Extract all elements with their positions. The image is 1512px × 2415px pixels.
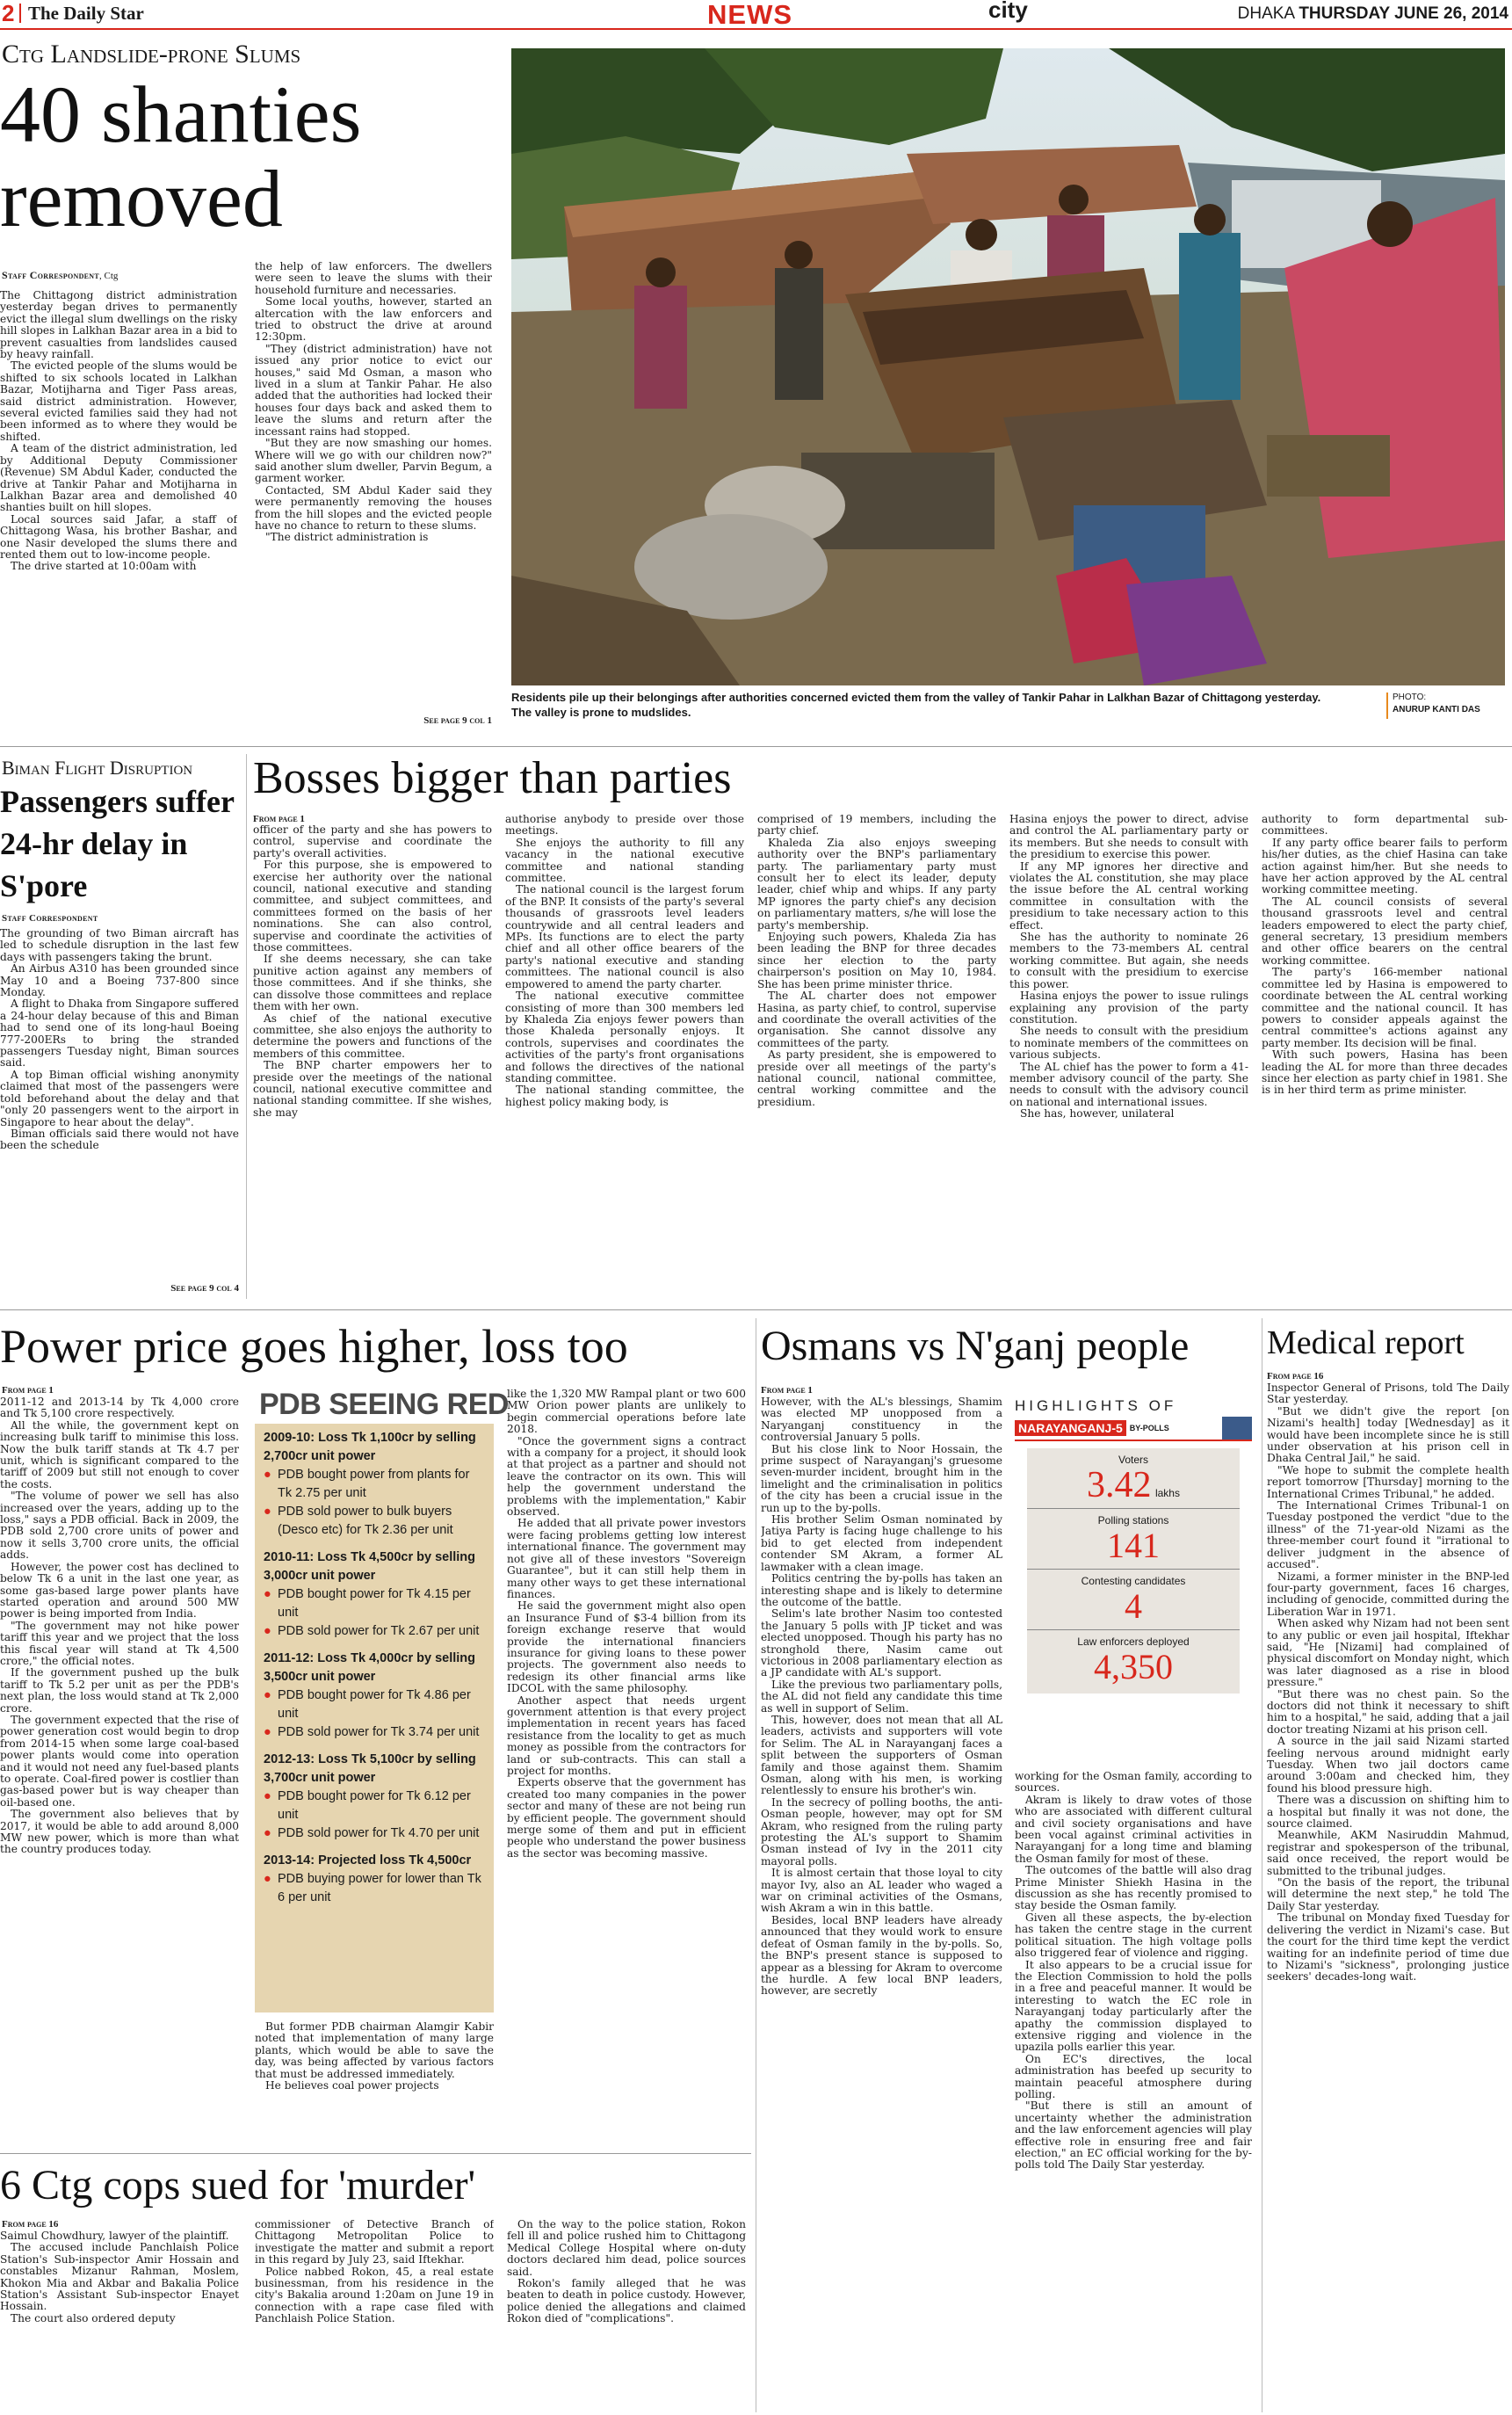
bullet-icon: ● bbox=[264, 1468, 271, 1482]
infobox-item-text: PDB sold power for Tk 4.70 per unit bbox=[278, 1826, 480, 1840]
stat-number: 4 bbox=[1125, 1586, 1142, 1626]
paragraph: The evicted people of the slums would be shifted to six schools located in Lalkhan Bazar, Motijharna and Tiger Pass areas, said district administration. However, several evicted families said they had not been informed as to where they would be shifted. bbox=[0, 359, 237, 443]
paragraph: officer of the party and she has powers to control, supervise and coordinate the party's overall activities. bbox=[253, 824, 492, 859]
story4-col2-tail bbox=[255, 2021, 494, 2144]
masthead bbox=[0, 0, 1512, 30]
paragraph: The government expected that the rise of power generation cost would begin to drop from 2014-15 when some large coal-based power plants would come into operation and it would not need any fuel-based plants to operate. Coal-fired power is costlier than gas-based power but is way cheaper than oil-based one. bbox=[0, 1713, 239, 1809]
story2-continued[interactable]: See page 9 col 4 bbox=[170, 1283, 239, 1294]
paragraph: authority to form departmental sub-committees. bbox=[1262, 814, 1508, 838]
story4-from: From page 1 bbox=[2, 1385, 54, 1396]
infobox-year-head: 2011-12: Loss Tk 4,000cr by selling 3,500cr unit power bbox=[264, 1651, 475, 1684]
story3-col3 bbox=[757, 814, 996, 1299]
stat-number: 3.42 bbox=[1087, 1465, 1152, 1505]
paragraph: As party president, she is empowered to preside over all meetings of the party's national council, national committee, central working committee and the presidium. bbox=[757, 1048, 996, 1108]
photo-credit-bar bbox=[1386, 693, 1388, 719]
pdb-infobox bbox=[255, 1424, 494, 2012]
paragraph: He said the government might also open an Insurance Fund of $3-4 billion from its foreign exchange reserve that would provide the international financiers insurance for giving loans to these power projects. The government also needs to redesign its other financial arms like IDCOL with the same philosophy. bbox=[507, 1599, 746, 1695]
story6-col1 bbox=[761, 1396, 1002, 2411]
paragraph: authorise anybody to preside over those meetings. bbox=[505, 814, 744, 838]
paragraph: "But they are now smashing our homes. Where will we go with our children now?" said another slum dweller, Parvin Begum, a garment worker. bbox=[255, 437, 492, 485]
paragraph: As chief of the national executive committee, she also enjoys the authority to determine the powers and functions of the members of this committee. bbox=[253, 1012, 492, 1060]
story1-kicker: Ctg Landslide-prone Slums bbox=[2, 40, 301, 69]
paragraph: "They (district administration) have not issued any prior notice to evict our houses," said Md Osman, a mason who lived in a slum at Tankir Pahar. He also added that the authorities had locked their houses four days back and asked them to leave the slums and return after the incessant rains had stopped. bbox=[255, 342, 492, 438]
bullet-icon: ● bbox=[264, 1872, 271, 1886]
paragraph: Saimul Chowdhury, lawyer of the plaintiff. bbox=[0, 2230, 229, 2242]
paragraph: The AL council consists of several thousand grassroots level and central leaders empowered to elect the party chief, general secretary, 13 presidium members and other office bearers on the central working committee. bbox=[1262, 895, 1508, 967]
story2-kicker: Biman Flight Disruption bbox=[2, 757, 193, 779]
bullet-icon: ● bbox=[264, 1624, 271, 1638]
bullet-icon: ● bbox=[264, 1826, 271, 1840]
story1-byline-place: , Ctg bbox=[99, 271, 119, 281]
paragraph: Another aspect that needs urgent government attention is that every project implementation in recent years has faced resistance from the locality to get as much money as possible from the contractors for land or sub-contracts. This can stall a project for months. bbox=[507, 1693, 746, 1777]
paragraph: The tribunal on Monday fixed Tuesday for delivering the verdict in Nizami's case. But the court for the third time kept the verdict waiting for an indefinite period of time due to Nizami's "sickness", prolonging justice seekers' decades-long wait. bbox=[1267, 1911, 1509, 1983]
stat-number: 141 bbox=[1107, 1526, 1160, 1565]
paragraph: When asked why Nizam had not been sent to any public or even jail hospital, Iftekhar said, "He [Nizami] had complained of physical discomfort on Monday night, which was later diagnosed as a rise in blood pressure." bbox=[1267, 1617, 1509, 1689]
story5-headline: 6 Ctg cops sued for 'murder' bbox=[0, 2162, 476, 2208]
divider bbox=[0, 1309, 1512, 1310]
ballot-box-icon bbox=[1222, 1417, 1252, 1440]
paragraph: "The district administration is bbox=[265, 531, 429, 544]
pdb-infobox-title: PDB SEEING RED bbox=[259, 1388, 509, 1421]
infobox-year bbox=[264, 1548, 485, 1641]
infobox-item bbox=[264, 1503, 485, 1540]
infobox-year bbox=[264, 1650, 485, 1742]
highlights-box bbox=[1015, 1397, 1252, 1766]
story6-from: From page 1 bbox=[761, 1385, 813, 1396]
story2-body bbox=[0, 928, 239, 1280]
paragraph: The BNP charter empowers her to preside over the meetings of the national council, national executive committee and national standing committee. If she wishes, she may bbox=[253, 1059, 492, 1119]
infobox-year bbox=[264, 1429, 485, 1540]
story3-col1 bbox=[253, 824, 492, 1299]
infobox-item-text: PDB sold power for Tk 3.74 per unit bbox=[278, 1725, 480, 1739]
infobox-year-head: 2012-13: Loss Tk 5,100cr by selling 3,700cr unit power bbox=[264, 1752, 476, 1785]
page-number: 2 bbox=[2, 0, 15, 26]
paragraph: Enjoying such powers, Khaleda Zia has been leading the BNP for three decades since her election to the party chairperson's position on May 10, 1984. She has been prime minister thrice. bbox=[757, 931, 996, 990]
paragraph: On EC's directives, the local administration has beefed up security to maintain peaceful atmosphere during polling. bbox=[1015, 2052, 1252, 2100]
paragraph: Akram is likely to draw votes of those who are associated with different cultural and civil society organisations and have been vocal against criminal activities in Narayanganj for a long time and blaming the Osman family for most of these. bbox=[1015, 1793, 1252, 1865]
bullet-icon: ● bbox=[264, 1505, 271, 1519]
column-divider bbox=[246, 754, 247, 1299]
paragraph: She needs to consult with the presidium to nominate members of the committees on various subjects. bbox=[1009, 1025, 1248, 1062]
paragraph: Rokon's family alleged that he was beaten to death in police custody. However, police denied the allegations and claimed Rokon died of "complications". bbox=[507, 2277, 746, 2325]
story7-headline: Medical report bbox=[1267, 1324, 1465, 1361]
paragraph: Local sources said Jafar, a staff of Chittagong Wasa, his brother Bashar, and one Nasir developed the slums there and rented them out to low-income people. bbox=[0, 512, 237, 561]
story6-headline: Osmans vs N'ganj people bbox=[761, 1323, 1190, 1369]
paragraph: Hasina enjoys the power to direct, advise and control the AL parliamentary party or its members. But she needs to consult with the presidium to exercise this power. bbox=[1009, 814, 1248, 861]
stat-label: Voters bbox=[1118, 1454, 1149, 1466]
paragraph: She has the authority to nominate 26 members to the 73-members AL central working committee. But again, she needs to consult with the presidium to exercise this power. bbox=[1009, 931, 1248, 990]
paragraph: A source in the jail said Nizami started feeling nervous around midnight early Tuesday. When two jail doctors came around 3:00am and checked him, they found his blood pressure high. bbox=[1267, 1735, 1509, 1795]
story3-col2 bbox=[505, 814, 744, 1299]
paragraph: The Chittagong district administration yesterday began drives to permanently evict the illegal slum dwellings on the risky hill slopes in Lalkhan Bazar area in a bid to prevent casualties from landslides caused by heavy rainfall. bbox=[0, 290, 237, 361]
bullet-icon: ● bbox=[264, 1688, 271, 1702]
paragraph: It is almost certain that those loyal to city mayor Ivy, also an AL leader who waged a war on criminal activities of the Osmans, wish Akram a win in this battle. bbox=[761, 1867, 1002, 1915]
paragraph: A flight to Dhaka from Singapore suffered a 24-hour delay because of this and Biman had to send one of its long-haul Boeing 777-200ERs to bring the stranded passengers Tuesday night, Biman sources said. bbox=[0, 997, 239, 1070]
paragraph: There was a discussion on shifting him to a hospital but finally it was not done, the source claimed. bbox=[1267, 1794, 1509, 1831]
paragraph: The drive started at 10:00am with bbox=[11, 560, 197, 573]
paragraph: His brother Selim Osman nominated by Jatiya Party is facing huge challenge to his bid to get elected from independent contender SM Akram, a former AL lawmaker with a clean image. bbox=[761, 1513, 1002, 1573]
story7-from: From page 16 bbox=[1267, 1371, 1324, 1382]
paragraph: Selim's late brother Nasim too contested the January 5 polls with JP ticket and was elected unopposed. Though his party has no stronghold there, Nasim came out victorious in 2008 parliamentary election as a JP candidate with AL's support. bbox=[761, 1607, 1002, 1679]
paragraph: If the government pushed up the bulk tariff to Tk 5.2 per unit as per the PDB's next plan, the loss would stand at Tk 2,000 crore. bbox=[0, 1666, 239, 1715]
stat-value bbox=[1027, 1648, 1240, 1693]
paragraph: The government also believes that by 2017, it would be able to add around 8,000 MW new power, which is more than what the country produces today. bbox=[0, 1808, 239, 1856]
infobox-year bbox=[264, 1751, 485, 1843]
paragraph: For this purpose, she is empowered to exercise her authority over the national council, national executive and standing committee, and subject committees, and committees formed on the basis of her nominations. She can also control, supervise and coordinate the activities of those committees. bbox=[253, 859, 492, 954]
infobox-item bbox=[264, 1622, 485, 1641]
paragraph: Inspector General of Prisons, told The Daily Star yesterday. bbox=[1267, 1382, 1509, 1406]
paragraph: The party's 166-member national committee led by Hasina is empowered to coordinate between the AL central working committee and the national council. It has powers to consider appeals against the central committee's actions against any party member. Its decision will be final. bbox=[1262, 966, 1508, 1049]
paragraph: The grounding of two Biman aircraft has led to schedule disruption in the last few days with passengers taking the brunt. bbox=[0, 928, 239, 963]
story1-continued[interactable]: See page 9 col 1 bbox=[423, 715, 492, 726]
infobox-item bbox=[264, 1723, 485, 1742]
paragraph: It also appears to be a crucial issue for the Election Commission to hold the polls in a free and peaceful manner. It would be interesting to watch the EC role in Narayanganj today particularly after the apathy the commission displayed to extensive rigging and violence in the upazila polls earlier this year. bbox=[1015, 1958, 1252, 2054]
paragraph: She has, however, unilateral bbox=[1020, 1107, 1175, 1120]
stat-label: Law enforcers deployed bbox=[1077, 1635, 1190, 1648]
infobox-year-head: 2010-11: Loss Tk 4,500cr by selling 3,000cr unit power bbox=[264, 1550, 475, 1583]
paragraph: But his close link to Noor Hossain, the prime suspect of Narayanganj's gruesome seven-murder incident, brought him in the limelight and the criminalisation in politics of the city has been a crucial issue in the run up to the by-polls. bbox=[761, 1442, 1002, 1514]
story5-col2 bbox=[255, 2219, 494, 2411]
paragraph: Khaleda Zia also enjoys sweeping authority over the BNP's parliamentary party. The parliamentary party must consult her to elect its leader, deputy leader, chief whip and whips. If any party MP ignores the party chief's any decision on parliamentary matters, s/he will lose the party's membership. bbox=[757, 836, 996, 932]
paragraph: The accused include Panchlaish Police Station's Sub-inspector Amir Hossain and constables Mizanur Rahman, Moslem, Khokon Mia and Akbar and Bakalia Police Station's Assistant Sub-inspector Enayet Hossain. bbox=[0, 2241, 239, 2313]
infobox-year-head: 2013-14: Projected loss Tk 4,500cr bbox=[264, 1853, 472, 1867]
story2-headline: Passengers suffer 24-hr delay in S'pore bbox=[0, 784, 235, 903]
story1-photo bbox=[511, 48, 1505, 685]
divider bbox=[0, 746, 1512, 747]
paragraph: Some local youths, however, started an altercation with the law enforcers and tried to obstruct the drive at around 12:30pm. bbox=[255, 295, 492, 344]
paragraph: However, the power cost has declined to below Tk 6 a unit in the last one year, as some gas-based large power plants have started operation and around 500 MW power is being imported from India. bbox=[0, 1560, 239, 1621]
paragraph: However, with the AL's blessings, Shamim was elected MP unopposed from a Naryanganj constituency in the controversial January 5 polls. bbox=[761, 1396, 1002, 1444]
infobox-year-head: 2009-10: Loss Tk 1,100cr by selling 2,700cr unit power bbox=[264, 1431, 476, 1463]
paragraph: All the while, the government kept on increasing bulk tariff to minimise this loss. Now the bulk tariff stands at Tk 4.7 per unit, which is significant compared to the tariff of 2009 but still not enough to cover the costs. bbox=[0, 1418, 239, 1490]
paragraph: "The government may not hike power tariff this year and we project that the loss this fiscal year will stand at Tk 4,500 crore," the official notes. bbox=[0, 1619, 239, 1667]
infobox-item bbox=[264, 1466, 485, 1503]
paragraph: Experts observe that the government has created too many companies in the power sector and many of these are not being run by efficient people. The government should merge some of them and put in efficient people who understand the power business as the sector was becoming massive. bbox=[507, 1776, 746, 1860]
photo-label: PHOTO: bbox=[1393, 693, 1427, 702]
paragraph: On the way to the police station, Rokon fell ill and police rushed him to Chittagong Medical College Hospital where on-duty doctors declared him dead, police sources said. bbox=[507, 2219, 746, 2278]
paragraph: Hasina enjoys the power to issue rulings explaining any provision of the party constitution. bbox=[1009, 990, 1248, 1026]
paragraph: She enjoys the authority to fill any vacancy in the national executive committee and national standing committee. bbox=[505, 836, 744, 885]
paragraph: "Once the government signs a contract with a company for a project, it should look at that project as a partner and should not leave the contractor on its own. This will help the government understand the problems with the implementation," Kabir observed. bbox=[507, 1434, 746, 1519]
paragraph: But former PDB chairman Alamgir Kabir noted that implementation of many large plants, which would be able to save the day, was being affected by various factors that must be addressed immediately. bbox=[255, 2021, 494, 2080]
stat-unit: lakhs bbox=[1154, 1487, 1180, 1499]
paragraph: A top Biman official wishing anonymity claimed that most of the passengers were told beforehand about the delay and that "only 20 passengers went to the airport in Singapore to hear about the delay". bbox=[0, 1068, 239, 1128]
paragraph: 2011-12 and 2013-14 by Tk 4,000 crore and Tk 5,100 crore respectively. bbox=[0, 1396, 239, 1420]
stat-value bbox=[1027, 1587, 1240, 1630]
bullet-icon: ● bbox=[264, 1789, 271, 1803]
paragraph: An Airbus A310 has been grounded since May 10 and a Boeing 737-800 since Monday. bbox=[0, 962, 239, 999]
paragraph: The national executive committee consisting of more than 300 members led by Khaleda Zia enjoys fewer powers than those Khaleda personally enjoys. It controls, supervises and coordinates the activities of the party's front organisations and follows the directives of the national standing committee. bbox=[505, 990, 744, 1084]
story1-byline-text: Staff Correspondent bbox=[2, 269, 100, 281]
infobox-item-text: PDB sold power for Tk 2.67 per unit bbox=[278, 1624, 480, 1638]
paragraph: In the secrecy of polling booths, the anti-Osman people, however, may opt for SM Akram, who resigned from the ruling party protesting the AL's support to Shamim Osman instead of Ivy in the 2011 city mayoral polls. bbox=[761, 1795, 1002, 1867]
infobox-item bbox=[264, 1824, 485, 1843]
slum-eviction-photo bbox=[511, 48, 1505, 685]
infobox-item bbox=[264, 1585, 485, 1622]
paragraph: The AL charter does not empower Hasina, as party chief, to control, supervise and coordinate the overall activities of the organisation. She cannot dissolve any committees of the party. bbox=[757, 990, 996, 1049]
infobox-item bbox=[264, 1870, 485, 1907]
paragraph: This, however, does not mean that all AL leaders, activists and supporters will vote for Selim. The AL in Narayanganj faces a split between the supporters of Osman family and those against them. Shamim Osman, along with his men, is working relentlessly to ensure his brother's win. bbox=[761, 1713, 1002, 1797]
photo-credit: ANURUP KANTI DAS bbox=[1393, 705, 1480, 714]
paragraph: He believes coal power projects bbox=[265, 2079, 439, 2092]
subsection-label: city bbox=[988, 0, 1028, 23]
paragraph: The outcomes of the battle will also drag Prime Minister Shiekh Hasina in the discussion as she has recently promised to stay beside the Osman family. bbox=[1015, 1864, 1252, 1912]
infobox-item-text: PDB sold power to bulk buyers (Desco etc) for Tk 2.36 per unit bbox=[278, 1505, 453, 1537]
paragraph: If she deems necessary, she can take punitive action against any members of those committees. And if she thinks, she can dissolve those committees and replace them with her own. bbox=[253, 953, 492, 1013]
story5-from: From page 16 bbox=[2, 2219, 59, 2230]
paragraph: Police nabbed Rokon, 45, a real estate businessman, from his residence in the city's Bakalia around 1:20am on June 19 in connection with a rape case filed with Panchlaish Police Station. bbox=[255, 2265, 494, 2325]
story4-col3 bbox=[507, 1389, 746, 2144]
paragraph: He added that all private power investors were facing problems getting low interest international finance. The government may not give all of these investors "Sovereign Guarantee", but it can still help them in many other ways to get these international finances. bbox=[507, 1517, 746, 1600]
paragraph: "On the basis of the report, the tribunal will determine the next step," he told The Daily Star yesterday. bbox=[1267, 1876, 1509, 1912]
paragraph: The national standing committee, the highest policy making body, is bbox=[505, 1084, 744, 1108]
paragraph: The AL chief has the power to form a 41-member advisory council of the party. She needs to consult with the advisory council on national and international issues. bbox=[1009, 1060, 1248, 1108]
paragraph: like the 1,320 MW Rampal plant or two 600 MW Orion power plants are unlikely to begin commercial operations before late 2018. bbox=[507, 1389, 746, 1436]
paragraph: With such powers, Hasina has been leading the AL for more than three decades since her election as party chief in 1981. She is in her third term as prime minister. bbox=[1262, 1048, 1508, 1097]
bullet-icon: ● bbox=[264, 1587, 271, 1601]
dateline-city: DHAKA bbox=[1237, 4, 1295, 23]
paragraph: "We hope to submit the complete health report tomorrow [Thursday] morning to the International Crimes Tribunal," he added. bbox=[1267, 1463, 1509, 1500]
stat-value bbox=[1027, 1527, 1240, 1570]
paragraph: "But there was no chest pain. So the doctors did not think it necessary to shift him to a hospital," he said, adding that a jail doctor treating Nizami at his prison cell. bbox=[1267, 1687, 1509, 1736]
infobox-item-text: PDB bought power from plants for Tk 2.75 per unit bbox=[278, 1468, 470, 1500]
story1-byline bbox=[2, 265, 118, 282]
paragraph: A team of the district administration, led by Additional Deputy Commissioner (Revenue) SM Abdul Kader, conducted the drive at Tankir Pahar and Motijharna in Lalkhan Bazar area and demolished 40 shanties built on hill slopes. bbox=[0, 442, 237, 514]
paragraph: The court also ordered deputy bbox=[11, 2311, 176, 2324]
stat-number: 4,350 bbox=[1094, 1647, 1173, 1686]
story7-body bbox=[1267, 1382, 1509, 2412]
highlights-stats bbox=[1027, 1448, 1240, 1693]
paragraph: the help of law enforcers. The dwellers were seen to leave the slums with their household furniture and necessaries. bbox=[255, 261, 492, 296]
divider bbox=[0, 2153, 751, 2154]
infobox-item bbox=[264, 1788, 485, 1824]
story3-from: From page 1 bbox=[253, 814, 305, 824]
infobox-item-text: PDB buying power for lower than Tk 6 per unit bbox=[278, 1872, 481, 1904]
paragraph: commissioner of Detective Branch of Chittagong Metropolitan Police to investigate the matter and submit a report in this regard by July 23, said Iftekhar. bbox=[255, 2219, 494, 2266]
story3-headline: Bosses bigger than parties bbox=[253, 753, 732, 803]
story5-col1 bbox=[0, 2230, 239, 2411]
highlights-banner bbox=[1015, 1417, 1252, 1441]
paragraph: Besides, local BNP leaders have already announced that they would work to ensure defeat of Osman family in the by-polls. So, the BNP's present stance is supposed to appear as a blessing for Akram to overcome the hurdle. A few local BNP leaders, however, are secretly bbox=[761, 1913, 1002, 1998]
paragraph: If any party office bearer fails to perform his/her duties, as the chief Hasina can take action against him/her. But she needs to have her action approved by the AL central working committee meeting. bbox=[1262, 836, 1508, 896]
paragraph: Meanwhile, AKM Nasiruddin Mahmud, registrar and spokesperson of the tribunal, said once received, the report would be submitted to the tribunal judges. bbox=[1267, 1829, 1509, 1877]
bullet-icon: ● bbox=[264, 1725, 271, 1739]
story4-headline: Power price goes higher, loss too bbox=[0, 1320, 628, 1373]
dateline bbox=[1238, 4, 1508, 24]
paragraph: Contacted, SM Abdul Kader said they were permanently removing the houses from the hill slopes and the evicted people have no chance to return to these slums. bbox=[255, 483, 492, 532]
story1-photo-caption: Residents pile up their belongings after authorities concerned evicted them from the valley of Tankir Pahar in Lalkhan Bazar of Chittagong yesterday. The valley is prone to mudslides. bbox=[511, 691, 1321, 719]
highlights-title: HIGHLIGHTS OF bbox=[1015, 1397, 1177, 1414]
paragraph: working for the Osman family, according to sources. bbox=[1015, 1771, 1252, 1795]
infobox-year bbox=[264, 1852, 485, 1907]
paragraph: Like the previous two parliamentary polls, the AL did not field any candidate this time as well in support of Selim. bbox=[761, 1678, 1002, 1715]
story1-headline: 40 shanties removed bbox=[0, 69, 362, 243]
paragraph: "But there is still an amount of uncertainty whether the administration and the law enforcement agencies will play effective role in ensuring free and fair election," an EC official working for the by-polls told The Daily Star yesterday. bbox=[1015, 2100, 1252, 2172]
story1-col2 bbox=[255, 261, 492, 725]
paragraph: Given all these aspects, the by-election has taken the centre stage in the current political situation. The high voltage polls also triggered fear of violence and rigging. bbox=[1015, 1911, 1252, 1960]
infobox-item-text: PDB bought power for Tk 4.15 per unit bbox=[278, 1587, 471, 1620]
story3-col5 bbox=[1262, 814, 1508, 1299]
stat-value bbox=[1027, 1466, 1240, 1509]
paragraph: Politics centring the by-polls has taken an interesting shape and is likely to determine the outcome of the battle. bbox=[761, 1572, 1002, 1608]
paragraph: comprised of 19 members, including the party chief. bbox=[757, 814, 996, 838]
paper-name: The Daily Star bbox=[28, 3, 144, 24]
paragraph: "The volume of power we sell has also increased over the years, adding up to the loss," says a PDB official. Back in 2009, the PDB sold 2,700 crore units of power and now it sells 3,700 crore units, the official adds. bbox=[0, 1490, 239, 1562]
paragraph: Biman officials said there would not have been the schedule bbox=[0, 1127, 239, 1152]
story3-col4 bbox=[1009, 814, 1248, 1299]
infobox-item-text: PDB bought power for Tk 6.12 per unit bbox=[278, 1789, 471, 1822]
story1-col1 bbox=[0, 290, 237, 729]
infobox-item bbox=[264, 1686, 485, 1723]
by-polls-tag: BY-POLLS bbox=[1129, 1424, 1169, 1432]
dateline-date: THURSDAY JUNE 26, 2014 bbox=[1299, 4, 1508, 23]
story4-col1 bbox=[0, 1396, 239, 2143]
story2-byline: Staff Correspondent bbox=[2, 913, 98, 924]
paragraph: "But we didn't give the report [on Nizami's health] today [Wednesday] as it would have been incomplete since he is still under observation at his prison cell in Dhaka Central Jail," he said. bbox=[1267, 1404, 1509, 1465]
paragraph: If any MP ignores her directive and violates the AL constitution, she may place the issue before the AL central working committee in consultation with the presidium to take necessary action to this effect. bbox=[1009, 859, 1248, 932]
story6-col2 bbox=[1015, 1771, 1252, 2412]
paragraph: The national council is the largest forum of the BNP. It consists of the party's several thousands of grassroots level leaders countrywide and all central leaders and MPs. Its functions are to elect the party chief and all other office bearers of the party's national executive and standing committees. The national council is also empowered to amend the party charter. bbox=[505, 883, 744, 990]
stat-label: Polling stations bbox=[1097, 1514, 1169, 1527]
story5-col3 bbox=[507, 2219, 746, 2411]
section-label: NEWS bbox=[707, 0, 792, 30]
constituency-label: NARAYANGANJ-5 bbox=[1015, 1420, 1126, 1436]
paragraph: Nizami, a former minister in the BNP-led four-party government, faces 16 charges, including of genocide, committed during the Liberation War in 1971. bbox=[1267, 1570, 1509, 1618]
paragraph: The International Crimes Tribunal-1 on Tuesday postponed the verdict "due to the illness" of the 71-year-old Nizami as the three-member court found it "irrational to deliver judgment in the absence of accused". bbox=[1267, 1499, 1509, 1571]
page-number-separator bbox=[19, 4, 21, 23]
stat-label: Contesting candidates bbox=[1081, 1575, 1186, 1587]
infobox-item-text: PDB bought power for Tk 4.86 per unit bbox=[278, 1688, 471, 1721]
